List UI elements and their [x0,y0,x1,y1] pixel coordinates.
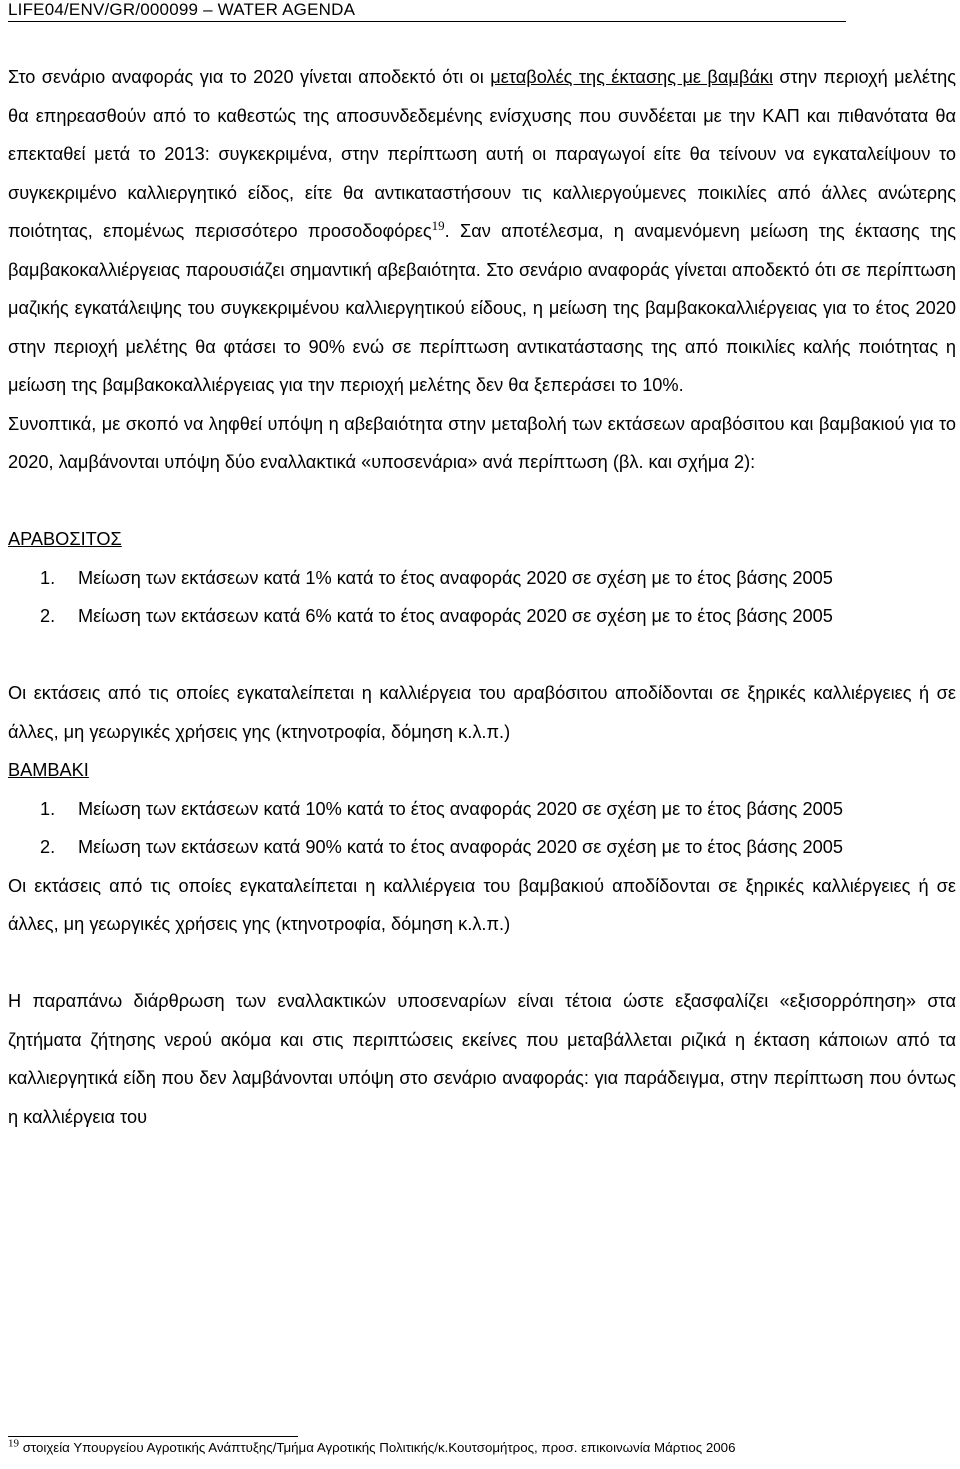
document-body [8,58,956,1136]
header-rule [8,21,846,22]
paragraph-text: στην περιοχή μελέτης θα επηρεασθούν από το καθεστώς της αποσυνδεδεμένης ενίσχυσης που συνδέεται με την ΚΑΠ και πιθανότατα θα επεκταθεί μετά το 2013: συγκεκριμένα, στην περίπτωση αυτή οι παραγωγοί είτε θα τείνουν να εγκαταλείψουν το συγκεκριμένο καλλιεργητικό είδος, είτε θα αντικαταστήσουν τις καλλιεργούμενες ποικιλίες από άλλες ανώτερης ποιότητας, επομένως περισσότερο προσοδοφόρες [8,67,956,241]
list-text: Μείωση των εκτάσεων κατά 1% κατά το έτος αναφοράς 2020 σε σχέση με το έτος βάσης 2005 [78,567,833,588]
spacer [8,482,956,521]
spacer [8,944,956,983]
footnote [8,1439,956,1457]
paragraph-cotton-note: Οι εκτάσεις από τις οποίες εγκαταλείπεται η καλλιέργεια του βαμβακιού αποδίδονται σε ξηρικές καλλιέργειες ή σε άλλες, μη γεωργικές χρήσεις γης (κτηνοτροφία, δόμηση κ.λ.π.) [8,875,956,934]
list-item [8,828,956,867]
paragraph-final: Η παραπάνω διάρθρωση των εναλλακτικών υποσεναρίων είναι τέτοια ώστε εξασφαλίζει «εξισορρόπηση» στα ζητήματα ζήτησης νερού ακόμα και στις περιπτώσεις εκείνες που μεταβάλλεται ριζικά η έκταση κάποιων από τα καλλιεργητικά είδη που δεν λαμβάνονται υπόψη στο σενάριο αναφοράς: για παράδειγμα, στην περίπτωση που όντως η καλλιέργεια του [8,991,956,1127]
paragraph-maize-note: Οι εκτάσεις από τις οποίες εγκαταλείπεται η καλλιέργεια του αραβόσιτου αποδίδονται σε ξηρικές καλλιέργειες ή σε άλλες, μη γεωργικές χρήσεις γης (κτηνοτροφία, δόμηση κ.λ.π.) [8,683,956,742]
paragraph-summary: Συνοπτικά, με σκοπό να ληφθεί υπόψη η αβεβαιότητα στην μεταβολή των εκτάσεων αραβόσιτου και βαμβακιού για το 2020, λαμβάνονται υπόψη δύο εναλλακτικά «υποσενάρια» ανά περίπτωση (βλ. και σχήμα 2): [8,413,956,472]
list-number: 2. [40,837,56,857]
list-text: Μείωση των εκτάσεων κατά 90% κατά το έτος αναφοράς 2020 σε σχέση με το έτος βάσης 2005 [78,837,843,857]
footnote-rule [8,1436,298,1437]
list-text: Μείωση των εκτάσεων κατά 6% κατά το έτος αναφοράς 2020 σε σχέση με το έτος βάσης 2005 [78,606,833,626]
list-item [8,790,956,829]
list-number: 1. [40,567,56,588]
list-number: 2. [40,606,56,626]
spacer [8,636,956,675]
paragraph-text: Στο σενάριο αναφοράς για το 2020 γίνεται αποδεκτό ότι οι [8,67,491,87]
section-heading-cotton: ΒΑΜΒΑΚΙ [8,760,89,780]
footnote-reference[interactable]: 19 [431,217,445,233]
paragraph-reference-scenario [8,58,956,405]
list-item [8,559,956,598]
section-heading-maize: ΑΡΑΒΟΣΙΤΟΣ [8,529,122,549]
list-text: Μείωση των εκτάσεων κατά 10% κατά το έτος αναφοράς 2020 σε σχέση με το έτος βάσης 2005 [78,798,843,819]
paragraph-text: . Σαν αποτέλεσμα, η αναμενόμενη μείωση της έκτασης της βαμβακοκαλλιέργειας παρουσιάζει σημαντική αβεβαιότητα. Στο σενάριο αναφοράς γίνεται αποδεκτό ότι σε περίπτωση μαζικής εγκατάλειψης του συγκεκριμένου καλλιεργητικού είδους, η μείωση της βαμβακοκαλλιέργειας για το έτος 2020 στην περιοχή μελέτης θα φτάσει το 90% ενώ σε περίπτωση αντικατάστασης της από ποικιλίες καλής ποιότητας η μείωση της βαμβακοκαλλιέργειας για την περιοχή μελέτης δεν θα ξεπεράσει το 10%. [8,221,956,395]
footnote-mark: 19 [8,1437,19,1450]
running-header: LIFE04/ENV/GR/000099 – WATER AGENDA [8,0,356,19]
underlined-phrase: μεταβολές της έκτασης με βαμβάκι [490,67,773,87]
list-item [8,597,956,636]
footnote-text: στοιχεία Υπουργείου Αγροτικής Ανάπτυξης/Τμήμα Αγροτικής Πολιτικής/κ.Κουτσομήτρος, προσ. επικοινωνία Μάρτιος 2006 [19,1440,736,1455]
list-number: 1. [40,798,56,819]
